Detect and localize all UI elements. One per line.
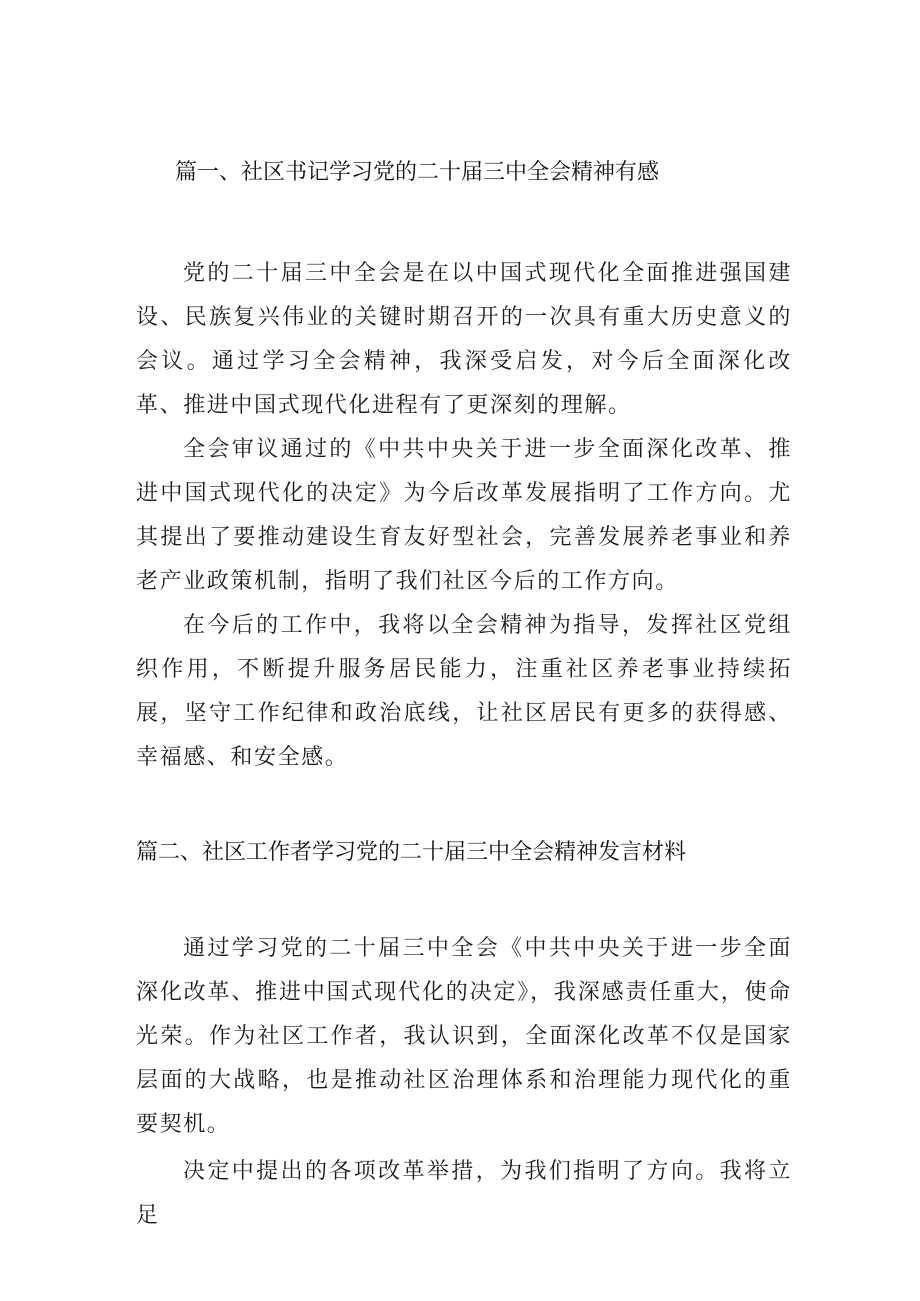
section-2-paragraph-2: 决定中提出的各项改革举措，为我们指明了方向。我将立足 [136, 1159, 792, 1228]
section-1-paragraph-3: 在今后的工作中，我将以全会精神为指导，发挥社区党组织作用，不断提升服务居民能力，注重社区养老事业持续拓展，坚守工作纪律和政治底线，让社区居民有更多的获得感、幸福感、和安全感。 [136, 613, 792, 770]
section-1-paragraph-2: 全会审议通过的《中共中央关于进一步全面深化改革、推进中国式现代化的决定》为今后改革发展指明了工作方向。尤其提出了要推动建设生育友好型社会，完善发展养老事业和养老产业政策机制，指明了我们社区今后的工作方向。 [136, 437, 792, 594]
section-1-paragraph-1: 党的二十届三中全会是在以中国式现代化全面推进强国建设、民族复兴伟业的关键时期召开的一次具有重大历史意义的会议。通过学习全会精神，我深受启发，对今后全面深化改革、推进中国式现代化进程有了更深刻的理解。 [136, 261, 792, 418]
section-2-heading: 篇二、社区工作者学习党的二十届三中全会精神发言材料 [136, 840, 687, 865]
section-2-paragraph-1: 通过学习党的二十届三中全会《中共中央关于进一步全面深化改革、推进中国式现代化的决定》，我深感责任重大，使命光荣。作为社区工作者，我认识到，全面深化改革不仅是国家层面的大战略，也是推动社区治理体系和治理能力现代化的重要契机。 [136, 936, 792, 1137]
section-1-heading: 篇一、社区书记学习党的二十届三中全会精神有感 [175, 160, 660, 185]
